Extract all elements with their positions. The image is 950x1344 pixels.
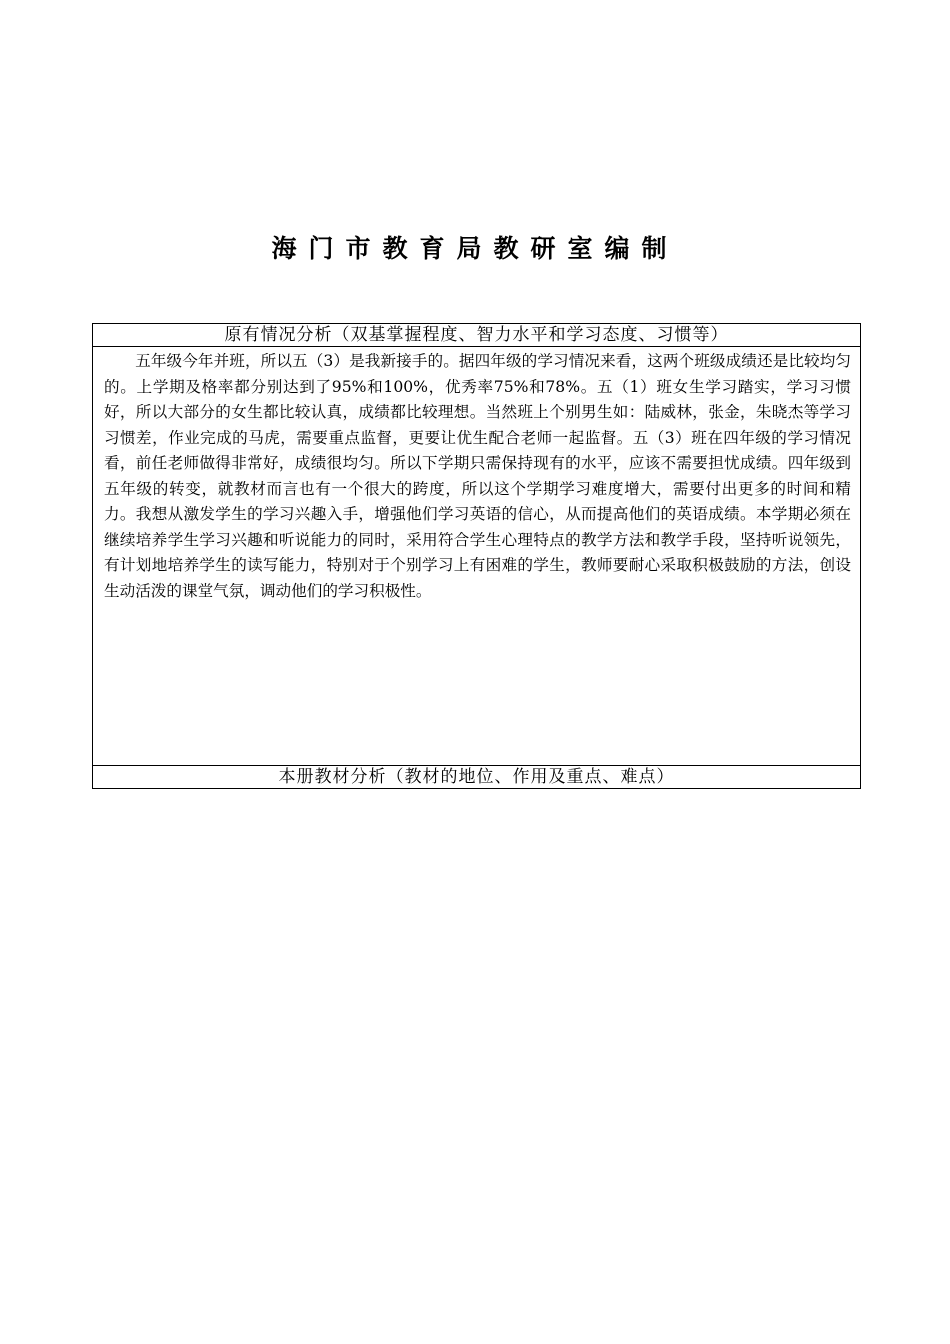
section-header-textbook-analysis: 本册教材分析（教材的地位、作用及重点、难点）: [278, 767, 675, 787]
section-header-prior-situation: 原有情况分析（双基掌握程度、智力水平和学习态度、习惯等）: [224, 325, 729, 345]
prior-situation-text: 五年级今年并班，所以五（3）是我新接手的。据四年级的学习情况来看，这两个班级成绩还是比较均匀的。上学期及格率都分别达到了95%和100%，优秀率75%和78%。五（1）班女生学习踏实，学习习惯好，所以大部分的女生都比较认真，成绩都比较理想。当然班上个别男生如：陆威林，张金，朱晓杰等学习习惯差，作业完成的马虎，需要重点监督，更要让优生配合老师一起监督。五（3）班在四年级的学习情况看，前任老师做得非常好，成绩很均匀。所以下学期只需保持现有的水平，应该不需要担忧成绩。四年级到五年级的转变，就教材而言也有一个很大的跨度，所以这个学期学习难度增大，需要付出更多的时间和精力。我想从激发学生的学习兴趣入手，增强他们学习英语的信心，从而提高他们的英语成绩。本学期必须在继续培养学生学习兴趣和听说能力的同时，采用符合学生心理特点的教学方法和教学手段，坚持听说领先，有计划地培养学生的读写能力，特别对于个别学习上有困难的学生，教师要耐心采取积极鼓励的方法，创设生动活泼的课堂气氛，调动他们的学习积极性。: [104, 352, 851, 600]
lesson-plan-form: [92, 323, 861, 789]
section-body-prior-situation: [93, 346, 860, 766]
document-title: 海门市教育局教研室编制: [271, 234, 679, 263]
